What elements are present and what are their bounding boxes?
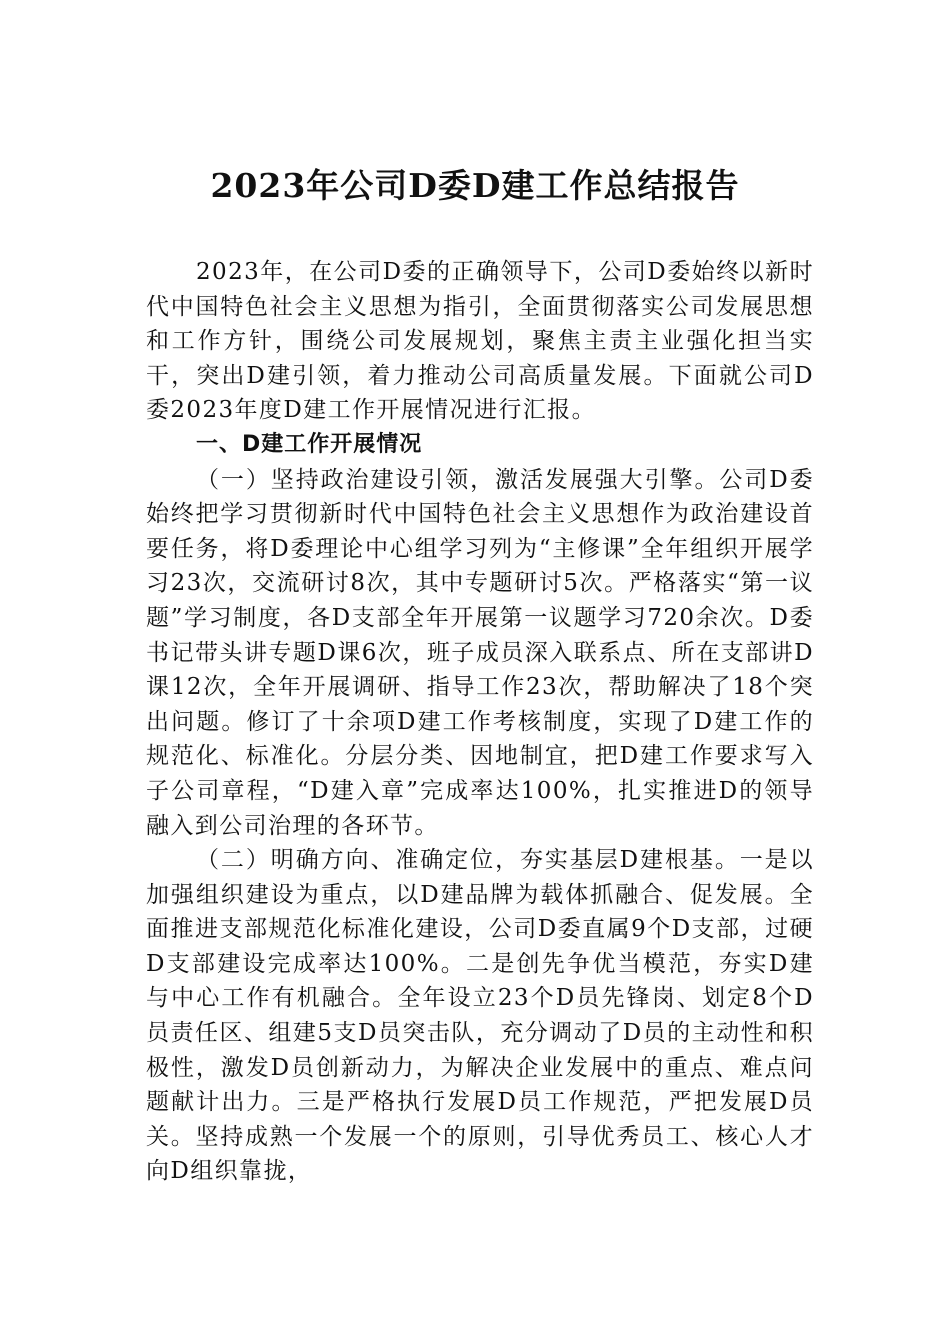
body-paragraph-1: （一）坚持政治建设引领，激活发展强大引擎。公司D委始终把学习贯彻新时代中国特色社会主义思想作为政治建设首要任务，将D委理论中心组学习列为“主修课”全年组织开展学习23次，交流研讨8次，其中专题研讨5次。严格落实“第一议题”学习制度，各D支部全年开展第一议题学习720余次。D委书记带头讲专题D课6次，班子成员深入联系点、所在支部讲D课12次，全年开展调研、指导工作23次，帮助解决了18个突出问题。修订了十余项D建工作考核制度，实现了D建工作的规范化、标准化。分层分类、因地制宜，把D建工作要求写入子公司章程，“D建入章”完成率达100%，扎实推进D的领导融入到公司治理的各环节。 bbox=[146, 466, 814, 839]
document-body bbox=[146, 255, 814, 1189]
document-title: 2023年公司D委D建工作总结报告 bbox=[210, 166, 740, 205]
body-paragraph-2: （二）明确方向、准确定位，夯实基层D建根基。一是以加强组织建设为重点，以D建品牌为载体抓融合、促发展。全面推进支部规范化标准化建设，公司D委直属9个D支部，过硬D支部建设完成率达100%。二是创先争优当模范，夯实D建与中心工作有机融合。全年设立23个D员先锋岗、划定8个D员责任区、组建5支D员突击队，充分调动了D员的主动性和积极性，激发D员创新动力，为解决企业发展中的重点、难点问题献计出力。三是严格执行发展D员工作规范，严把发展D员关。坚持成熟一个发展一个的原则，引导优秀员工、核心人才向D组织靠拢， bbox=[146, 847, 814, 1185]
section-heading: 一、D建工作开展情况 bbox=[196, 431, 423, 457]
intro-paragraph: 2023年，在公司D委的正确领导下，公司D委始终以新时代中国特色社会主义思想为指引，全面贯彻落实公司发展思想和工作方针，围绕公司发展规划，聚焦主责主业强化担当实干，突出D建引领，着力推动公司高质量发展。下面就公司D委2023年度D建工作开展情况进行汇报。 bbox=[146, 259, 814, 424]
